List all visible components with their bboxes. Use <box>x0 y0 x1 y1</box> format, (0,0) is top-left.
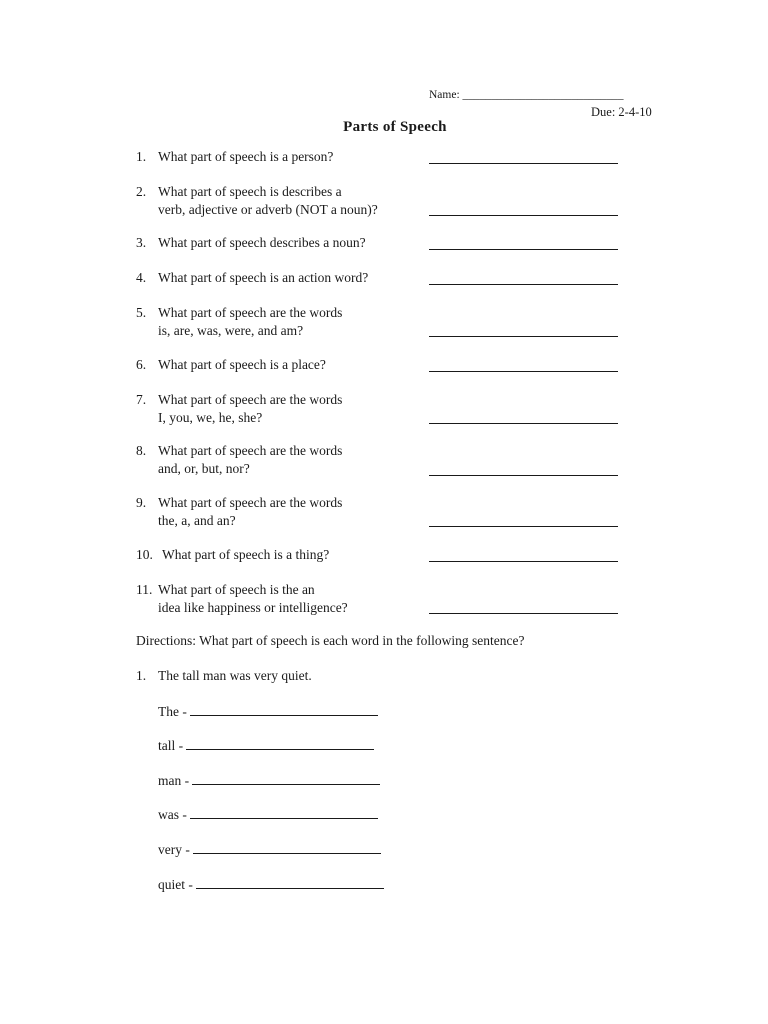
word-label: man - <box>158 773 190 788</box>
question-text-line2: the, a, and an? <box>158 513 236 528</box>
question-text-line2: idea like happiness or intelligence? <box>158 600 348 615</box>
question-10 <box>136 546 329 564</box>
question-text: What part of speech is a thing? <box>162 547 330 562</box>
question-text: What part of speech is a place? <box>158 357 326 372</box>
word-label: very - <box>158 842 190 857</box>
answer-line-6[interactable] <box>429 371 618 372</box>
question-8 <box>136 442 342 478</box>
question-number: 7. <box>136 392 147 407</box>
word-label: was - <box>158 807 187 822</box>
word-label: quiet - <box>158 877 193 892</box>
word-item-very <box>158 841 381 858</box>
question-number: 4. <box>136 270 147 285</box>
word-answer-line[interactable] <box>196 876 384 889</box>
question-text: What part of speech are the words <box>158 443 343 458</box>
answer-line-4[interactable] <box>429 284 618 285</box>
question-text: What part of speech is a person? <box>158 149 334 164</box>
question-text: What part of speech is describes a <box>158 184 342 199</box>
question-11 <box>136 581 348 617</box>
name-field-label: Name: ____________________________ <box>429 89 624 101</box>
question-text-line2: is, are, was, were, and am? <box>158 323 304 338</box>
word-item-quiet <box>158 876 384 893</box>
question-text: What part of speech are the words <box>158 495 343 510</box>
word-answer-line[interactable] <box>192 772 380 785</box>
question-number: 9. <box>136 495 147 510</box>
worksheet-title: Parts of Speech <box>343 119 447 135</box>
sentence-item <box>136 668 312 684</box>
answer-line-8[interactable] <box>429 475 618 476</box>
question-text: What part of speech describes a noun? <box>158 235 366 250</box>
word-item-tall <box>158 737 374 754</box>
question-text: What part of speech are the words <box>158 392 343 407</box>
question-number: 11. <box>136 582 153 597</box>
word-item-man <box>158 772 380 789</box>
word-answer-line[interactable] <box>190 806 378 819</box>
word-answer-line[interactable] <box>186 737 374 750</box>
question-text-line2: verb, adjective or adverb (NOT a noun)? <box>158 202 378 217</box>
answer-line-1[interactable] <box>429 163 618 164</box>
question-text: What part of speech are the words <box>158 305 343 320</box>
answer-line-5[interactable] <box>429 336 618 337</box>
question-9 <box>136 494 342 530</box>
question-6 <box>136 356 326 374</box>
word-answer-line[interactable] <box>190 703 378 716</box>
question-number: 3. <box>136 235 147 250</box>
sentence-text: The tall man was very quiet. <box>158 668 312 683</box>
question-number: 1. <box>136 149 147 164</box>
sentence-number: 1. <box>136 668 147 683</box>
question-number: 8. <box>136 443 147 458</box>
question-text: What part of speech is an action word? <box>158 270 369 285</box>
question-number: 10. <box>136 547 153 562</box>
question-2 <box>136 183 378 219</box>
directions-text: Directions: What part of speech is each word in the following sentence? <box>136 633 525 648</box>
answer-line-2[interactable] <box>429 215 618 216</box>
question-text: What part of speech is the an <box>158 582 315 597</box>
question-5 <box>136 304 342 340</box>
word-label: tall - <box>158 738 184 753</box>
question-number: 6. <box>136 357 147 372</box>
due-date-label: Due: 2-4-10 <box>591 105 652 119</box>
word-label: The - <box>158 704 187 719</box>
question-3 <box>136 234 366 252</box>
question-1 <box>136 148 333 166</box>
question-text-line2: and, or, but, nor? <box>158 461 250 476</box>
question-text-line2: I, you, we, he, she? <box>158 410 263 425</box>
answer-line-11[interactable] <box>429 613 618 614</box>
answer-line-7[interactable] <box>429 423 618 424</box>
answer-line-10[interactable] <box>429 561 618 562</box>
word-item-the <box>158 703 378 720</box>
answer-line-9[interactable] <box>429 526 618 527</box>
question-number: 5. <box>136 305 147 320</box>
answer-line-3[interactable] <box>429 249 618 250</box>
word-item-was <box>158 806 378 823</box>
question-7 <box>136 391 342 427</box>
question-number: 2. <box>136 184 147 199</box>
question-4 <box>136 269 368 287</box>
word-answer-line[interactable] <box>193 841 381 854</box>
